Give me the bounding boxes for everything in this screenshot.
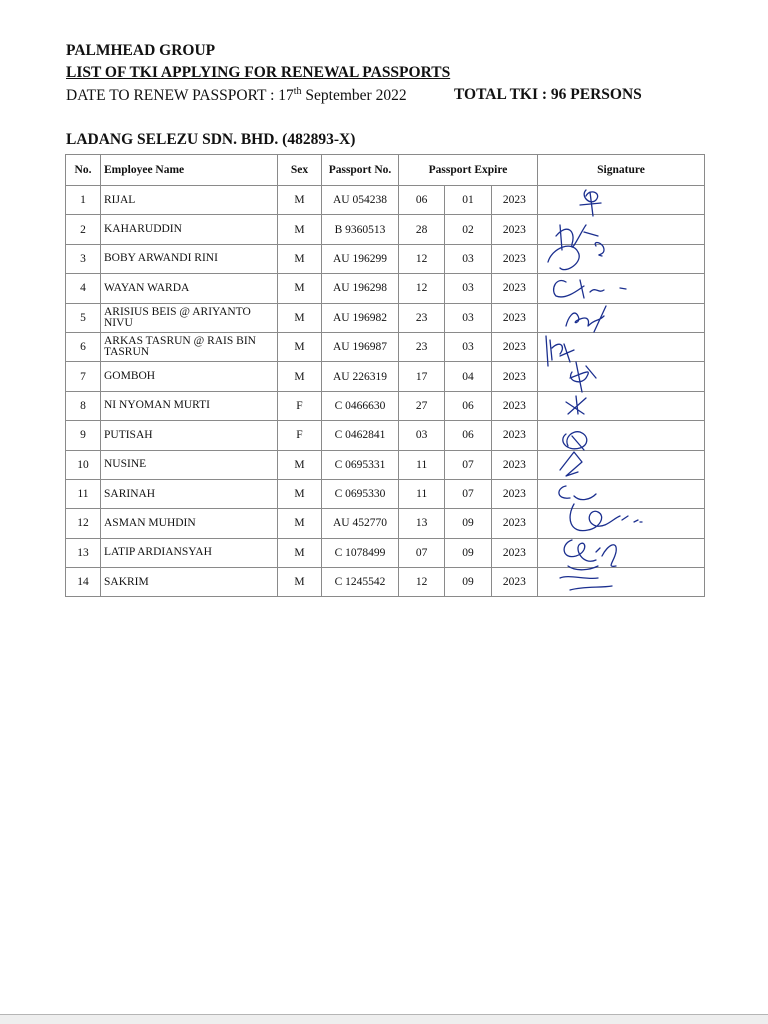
employee-name: ARKAS TASRUN @ RAIS BIN TASRUN <box>101 332 278 361</box>
renewal-date-suffix: th <box>293 86 302 97</box>
row-number: 14 <box>66 568 101 597</box>
expire-year: 2023 <box>491 303 537 332</box>
signature-cell <box>538 479 705 508</box>
sex: M <box>278 215 322 244</box>
estate-name: LADANG SELEZU SDN. BHD. (482893-X) <box>66 131 356 148</box>
row-number: 11 <box>66 479 101 508</box>
renewal-table <box>65 154 705 597</box>
row-number: 9 <box>66 421 101 450</box>
sex: F <box>278 421 322 450</box>
sex: M <box>278 509 322 538</box>
table-row <box>66 274 705 303</box>
expire-year: 2023 <box>491 509 537 538</box>
signature-cell <box>538 215 705 244</box>
expire-year: 2023 <box>491 362 537 391</box>
passport-number: AU 196298 <box>322 274 399 303</box>
expire-month: 07 <box>445 450 491 479</box>
table-header-row <box>66 155 705 186</box>
passport-number: AU 196987 <box>322 332 399 361</box>
sex: M <box>278 303 322 332</box>
row-number: 6 <box>66 332 101 361</box>
employee-name: SAKRIM <box>101 568 278 597</box>
sex: M <box>278 274 322 303</box>
row-number: 10 <box>66 450 101 479</box>
expire-month: 06 <box>445 391 491 420</box>
passport-number: C 1245542 <box>322 568 399 597</box>
table-row <box>66 568 705 597</box>
employee-name: ARISIUS BEIS @ ARIYANTO NIVU <box>101 303 278 332</box>
row-number: 2 <box>66 215 101 244</box>
header-passport-expire: Passport Expire <box>399 155 538 186</box>
expire-day: 11 <box>399 450 445 479</box>
header-passport-no: Passport No. <box>322 155 399 186</box>
expire-day: 13 <box>399 509 445 538</box>
header-employee-name: Employee Name <box>101 155 278 186</box>
table-row <box>66 303 705 332</box>
header-signature: Signature <box>538 155 705 186</box>
expire-year: 2023 <box>491 568 537 597</box>
expire-year: 2023 <box>491 421 537 450</box>
list-title: LIST OF TKI APPLYING FOR RENEWAL PASSPORTS <box>66 64 451 81</box>
expire-month: 06 <box>445 421 491 450</box>
employee-name: ASMAN MUHDIN <box>101 509 278 538</box>
expire-year: 2023 <box>491 538 537 567</box>
signature-cell <box>538 450 705 479</box>
row-number: 4 <box>66 274 101 303</box>
sex: M <box>278 450 322 479</box>
sex: M <box>278 568 322 597</box>
passport-number: AU 196299 <box>322 244 399 273</box>
expire-month: 02 <box>445 215 491 244</box>
employee-name: NUSINE <box>101 450 278 479</box>
expire-day: 12 <box>399 568 445 597</box>
passport-number: AU 196982 <box>322 303 399 332</box>
company-group-title: PALMHEAD GROUP <box>66 42 216 59</box>
employee-name: RIJAL <box>101 186 278 215</box>
expire-year: 2023 <box>491 274 537 303</box>
expire-month: 09 <box>445 538 491 567</box>
employee-name: BOBY ARWANDI RINI <box>101 244 278 273</box>
row-number: 7 <box>66 362 101 391</box>
expire-year: 2023 <box>491 332 537 361</box>
scan-edge-strip <box>0 1015 768 1024</box>
signature-cell <box>538 244 705 273</box>
expire-month: 07 <box>445 479 491 508</box>
table-row <box>66 215 705 244</box>
employee-name: KAHARUDDIN <box>101 215 278 244</box>
expire-day: 12 <box>399 244 445 273</box>
expire-day: 11 <box>399 479 445 508</box>
passport-number: AU 054238 <box>322 186 399 215</box>
expire-day: 28 <box>399 215 445 244</box>
table-row <box>66 421 705 450</box>
passport-number: C 0695331 <box>322 450 399 479</box>
table-row <box>66 509 705 538</box>
passport-number: C 0462841 <box>322 421 399 450</box>
expire-month: 03 <box>445 244 491 273</box>
renewal-date-line <box>66 86 407 105</box>
total-tki: TOTAL TKI : 96 PERSONS <box>454 86 642 103</box>
passport-number: B 9360513 <box>322 215 399 244</box>
sex: F <box>278 391 322 420</box>
expire-year: 2023 <box>491 244 537 273</box>
expire-month: 09 <box>445 509 491 538</box>
expire-day: 07 <box>399 538 445 567</box>
expire-year: 2023 <box>491 215 537 244</box>
expire-day: 12 <box>399 274 445 303</box>
row-number: 5 <box>66 303 101 332</box>
sex: M <box>278 362 322 391</box>
employee-name: WAYAN WARDA <box>101 274 278 303</box>
table-row <box>66 186 705 215</box>
expire-day: 03 <box>399 421 445 450</box>
header-sex: Sex <box>278 155 322 186</box>
expire-month: 03 <box>445 303 491 332</box>
expire-year: 2023 <box>491 391 537 420</box>
signature-cell <box>538 186 705 215</box>
passport-number: C 0466630 <box>322 391 399 420</box>
expire-day: 23 <box>399 303 445 332</box>
signature-cell <box>538 303 705 332</box>
row-number: 1 <box>66 186 101 215</box>
expire-month: 03 <box>445 274 491 303</box>
employee-name: PUTISAH <box>101 421 278 450</box>
passport-number: AU 452770 <box>322 509 399 538</box>
expire-month: 09 <box>445 568 491 597</box>
employee-name: NI NYOMAN MURTI <box>101 391 278 420</box>
signature-cell <box>538 568 705 597</box>
expire-month: 03 <box>445 332 491 361</box>
signature-cell <box>538 538 705 567</box>
row-number: 12 <box>66 509 101 538</box>
employee-name: SARINAH <box>101 479 278 508</box>
expire-month: 04 <box>445 362 491 391</box>
signature-cell <box>538 332 705 361</box>
expire-month: 01 <box>445 186 491 215</box>
table-row <box>66 538 705 567</box>
signature-cell <box>538 421 705 450</box>
expire-day: 23 <box>399 332 445 361</box>
expire-day: 17 <box>399 362 445 391</box>
table-row <box>66 362 705 391</box>
renewal-date-rest: September 2022 <box>301 87 407 105</box>
signature-cell <box>538 391 705 420</box>
table-row <box>66 479 705 508</box>
renewal-date-label: DATE TO RENEW PASSPORT : 17 <box>66 87 294 105</box>
table-row <box>66 244 705 273</box>
sex: M <box>278 538 322 567</box>
sex: M <box>278 332 322 361</box>
table-row <box>66 450 705 479</box>
sex: M <box>278 244 322 273</box>
row-number: 13 <box>66 538 101 567</box>
sex: M <box>278 479 322 508</box>
header-no: No. <box>66 155 101 186</box>
table-row <box>66 391 705 420</box>
table-body <box>66 186 705 597</box>
passport-number: C 1078499 <box>322 538 399 567</box>
passport-number: C 0695330 <box>322 479 399 508</box>
expire-year: 2023 <box>491 186 537 215</box>
expire-day: 27 <box>399 391 445 420</box>
table-row <box>66 332 705 361</box>
expire-year: 2023 <box>491 450 537 479</box>
signature-cell <box>538 362 705 391</box>
row-number: 3 <box>66 244 101 273</box>
row-number: 8 <box>66 391 101 420</box>
employee-name: GOMBOH <box>101 362 278 391</box>
signature-cell <box>538 509 705 538</box>
employee-name: LATIP ARDIANSYAH <box>101 538 278 567</box>
sex: M <box>278 186 322 215</box>
passport-number: AU 226319 <box>322 362 399 391</box>
expire-day: 06 <box>399 186 445 215</box>
signature-cell <box>538 274 705 303</box>
expire-year: 2023 <box>491 479 537 508</box>
